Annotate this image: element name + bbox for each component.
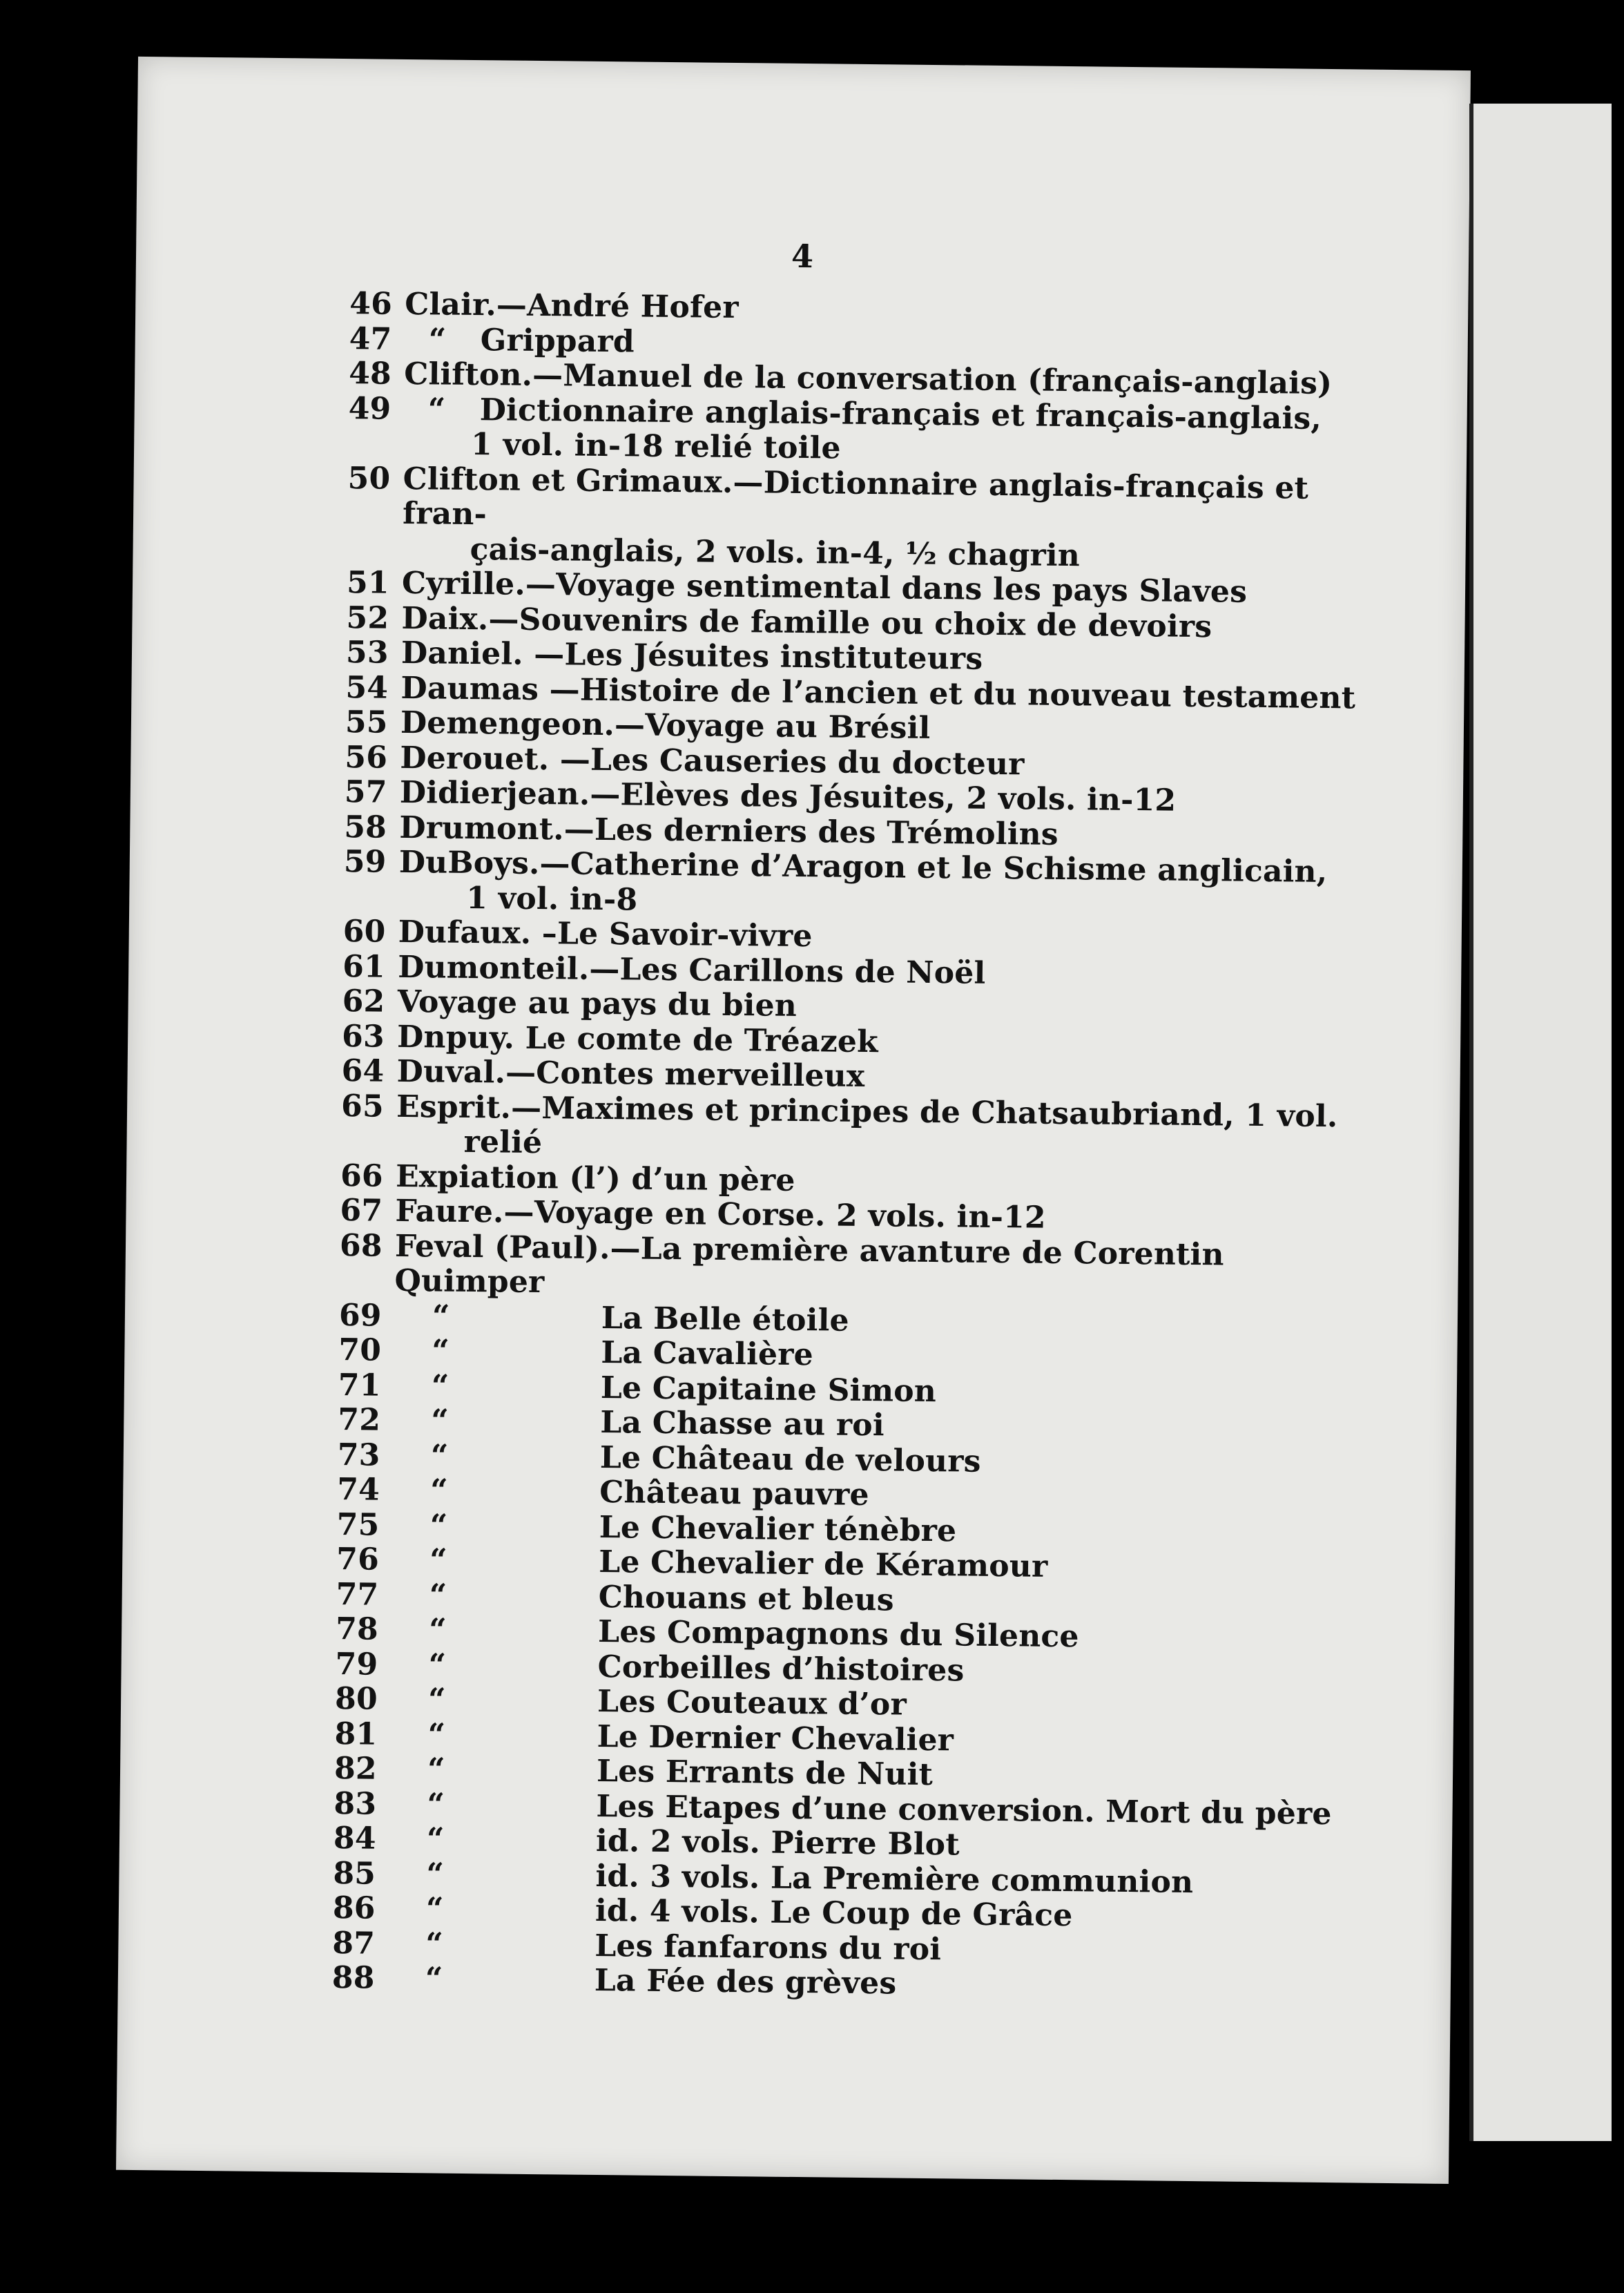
entry-text bbox=[403, 392, 1384, 472]
ditto-mark: “ bbox=[428, 1612, 447, 1648]
entry-title: Le Dernier Chevalier bbox=[597, 1718, 954, 1758]
entry-number: 88 bbox=[331, 1959, 375, 1996]
ditto-mark: “ bbox=[429, 1542, 448, 1578]
entry-title: Daumas —Histoire de l’ancien et du nouveau testament bbox=[400, 670, 1356, 716]
ditto-mark: “ bbox=[431, 1403, 450, 1439]
entry-title: La Cavalière bbox=[601, 1335, 814, 1373]
entry-title: Le Château de velours bbox=[599, 1439, 981, 1479]
entry-number: 75 bbox=[336, 1506, 380, 1543]
ditto-mark: “ bbox=[428, 321, 447, 358]
entry-text bbox=[402, 461, 1384, 576]
catalog-entry bbox=[348, 392, 1384, 472]
entry-title: id. 4 vols. Le Coup de Grâce bbox=[594, 1892, 1073, 1934]
entry-number: 84 bbox=[333, 1821, 376, 1857]
entry-title: Les Errants de Nuit bbox=[596, 1753, 934, 1793]
entry-title: La Chasse au roi bbox=[600, 1405, 885, 1443]
entry-number: 70 bbox=[338, 1332, 382, 1368]
entry-number: 64 bbox=[341, 1053, 385, 1089]
entry-number: 80 bbox=[334, 1681, 378, 1717]
entry-title: Le Capitaine Simon bbox=[600, 1370, 937, 1409]
entry-number: 53 bbox=[345, 635, 389, 671]
entry-title: Daniel. —Les Jésuites instituteurs bbox=[400, 635, 983, 677]
entry-title: Drumont.—Les derniers des Trémolins bbox=[399, 809, 1059, 852]
entry-title: Les Etapes d’une conversion. Mort du père bbox=[596, 1788, 1332, 1832]
entry-title: Dnpuy. Le comte de Tréazek bbox=[396, 1019, 879, 1059]
entry-title: Duval.—Contes merveilleux bbox=[396, 1053, 865, 1094]
catalog-entry bbox=[347, 461, 1384, 577]
entry-number: 55 bbox=[345, 704, 388, 740]
facing-page-edge bbox=[1469, 104, 1612, 2141]
ditto-mark: “ bbox=[430, 1472, 449, 1508]
entry-number: 78 bbox=[335, 1611, 379, 1647]
entry-number: 79 bbox=[335, 1646, 378, 1682]
entry-title: id. 2 vols. Pierre Blot bbox=[595, 1823, 960, 1863]
ditto-mark: “ bbox=[427, 1786, 445, 1823]
entry-number: 66 bbox=[340, 1158, 384, 1194]
entry-number: 49 bbox=[348, 390, 392, 427]
ditto-mark: “ bbox=[425, 1891, 444, 1927]
entry-title: Didierjean.—Elèves des Jésuites, 2 vols. in-12 bbox=[399, 774, 1177, 818]
entry-number: 47 bbox=[349, 320, 392, 357]
entry-title: Feval (Paul).—La première avanture de Corentin Quimper bbox=[394, 1228, 1224, 1301]
entry-title: Les Compagnons du Silence bbox=[597, 1613, 1079, 1655]
entry-title: Clair.—André Hofer bbox=[405, 286, 739, 326]
entry-text bbox=[396, 1089, 1377, 1169]
catalog-entries bbox=[332, 287, 1386, 2006]
entry-title: Cyrille.—Voyage sentimental dans les pays Slaves bbox=[401, 565, 1248, 610]
entry-title: Esprit.—Maximes et principes de Chatsaubriand, 1 vol. bbox=[396, 1088, 1338, 1134]
entry-title: Derouet. —Les Causeries du docteur bbox=[400, 740, 1025, 782]
ditto-mark: “ bbox=[427, 1716, 446, 1753]
entry-title: Grippard bbox=[480, 322, 635, 359]
entry-number: 52 bbox=[346, 599, 389, 636]
entry-number: 63 bbox=[341, 1018, 385, 1055]
entry-text bbox=[394, 1229, 1375, 1309]
ditto-mark: “ bbox=[426, 1821, 445, 1857]
ditto-mark: “ bbox=[429, 1507, 448, 1544]
entry-number: 58 bbox=[344, 809, 387, 845]
ditto-mark: “ bbox=[432, 1298, 450, 1334]
ditto-mark: “ bbox=[432, 1333, 450, 1369]
page-number: 4 bbox=[791, 237, 814, 276]
entry-title: Dictionnaire anglais-français et français-anglais, bbox=[479, 392, 1322, 436]
entry-title: Clifton et Grimaux.—Dictionnaire anglais-français et fran- bbox=[402, 461, 1309, 533]
entry-title: Chouans et bleus bbox=[598, 1579, 894, 1618]
entry-number: 83 bbox=[334, 1785, 377, 1822]
entry-title: Le Chevalier ténèbre bbox=[599, 1509, 957, 1548]
entry-title: Corbeilles d’histoires bbox=[597, 1649, 965, 1689]
entry-continuation: relié bbox=[463, 1124, 543, 1161]
ditto-mark: “ bbox=[427, 391, 446, 428]
catalog-page bbox=[116, 57, 1471, 2184]
entry-number: 71 bbox=[338, 1367, 381, 1403]
entry-title: Expiation (l’) d’un père bbox=[395, 1158, 795, 1198]
entry-title: Le Chevalier de Kéramour bbox=[598, 1544, 1048, 1584]
entry-continuation: 1 vol. in-8 bbox=[466, 880, 638, 918]
entry-number: 86 bbox=[332, 1890, 376, 1926]
ditto-mark: “ bbox=[430, 1437, 449, 1474]
entry-number: 48 bbox=[348, 356, 392, 392]
entry-number: 69 bbox=[338, 1297, 382, 1334]
entry-number: 54 bbox=[345, 669, 389, 706]
ditto-mark: “ bbox=[425, 1961, 443, 1997]
entry-title: Demengeon.—Voyage au Brésil bbox=[400, 704, 931, 746]
entry-number: 68 bbox=[339, 1227, 383, 1264]
entry-title: La Belle étoile bbox=[601, 1300, 849, 1339]
entry-title: Faure.—Voyage en Corse. 2 vols. in-12 bbox=[395, 1193, 1047, 1236]
entry-number: 60 bbox=[342, 914, 386, 950]
entry-title: Daix.—Souvenirs de famille ou choix de devoirs bbox=[401, 600, 1212, 644]
entry-title: Les fanfarons du roi bbox=[594, 1928, 942, 1967]
entry-number: 73 bbox=[337, 1437, 380, 1473]
entry-number: 62 bbox=[342, 984, 385, 1019]
entry-number: 65 bbox=[340, 1088, 385, 1124]
entry-continuation: çais-anglais, 2 vols. in-4, ½ chagrin bbox=[470, 531, 1081, 573]
entry-continuation: 1 vol. in-18 relié toile bbox=[470, 426, 841, 466]
entry-title: Dumonteil.—Les Carillons de Noël bbox=[398, 949, 986, 991]
entry-text bbox=[398, 845, 1380, 925]
entry-title: La Fée des grèves bbox=[594, 1962, 897, 2002]
entry-title: Les Couteaux d’or bbox=[597, 1683, 907, 1723]
entry-title: Dufaux. –Le Savoir-vivre bbox=[398, 914, 813, 954]
entry-number: 50 bbox=[347, 460, 391, 497]
entry-number: 61 bbox=[342, 948, 386, 985]
ditto-mark: “ bbox=[425, 1926, 444, 1962]
entry-number: 81 bbox=[334, 1716, 378, 1752]
entry-number: 87 bbox=[332, 1925, 376, 1961]
entry-number: 82 bbox=[334, 1751, 378, 1787]
entry-number: 76 bbox=[336, 1542, 380, 1577]
ditto-mark: “ bbox=[426, 1856, 445, 1892]
entry-title: Voyage au pays du bien bbox=[397, 984, 798, 1024]
entry-number: 72 bbox=[338, 1402, 381, 1438]
entry-title: Château pauvre bbox=[599, 1475, 870, 1513]
entry-title: Clifton.—Manuel de la conversation (français-anglais) bbox=[403, 356, 1333, 402]
ditto-mark: “ bbox=[427, 1752, 445, 1787]
entry-title: DuBoys.—Catherine d’Aragon et le Schisme anglicain, bbox=[398, 844, 1328, 890]
entry-number: 77 bbox=[336, 1576, 379, 1613]
catalog-entry bbox=[340, 1089, 1377, 1170]
entry-number: 46 bbox=[349, 286, 393, 322]
ditto-mark: “ bbox=[431, 1368, 450, 1404]
entry-number: 57 bbox=[344, 774, 387, 810]
entry-number: 85 bbox=[333, 1855, 376, 1892]
ditto-mark: “ bbox=[428, 1647, 447, 1683]
entry-number: 56 bbox=[345, 739, 388, 776]
entry-number: 59 bbox=[343, 844, 387, 880]
catalog-entry bbox=[339, 1229, 1375, 1309]
ditto-mark: “ bbox=[429, 1577, 447, 1613]
catalog-entry bbox=[343, 845, 1380, 925]
entry-number: 74 bbox=[337, 1472, 380, 1508]
entry-number: 67 bbox=[340, 1193, 383, 1229]
entry-number: 51 bbox=[346, 565, 389, 601]
ditto-mark: “ bbox=[427, 1682, 446, 1718]
entry-title: id. 3 vols. La Première communion bbox=[595, 1858, 1194, 1900]
